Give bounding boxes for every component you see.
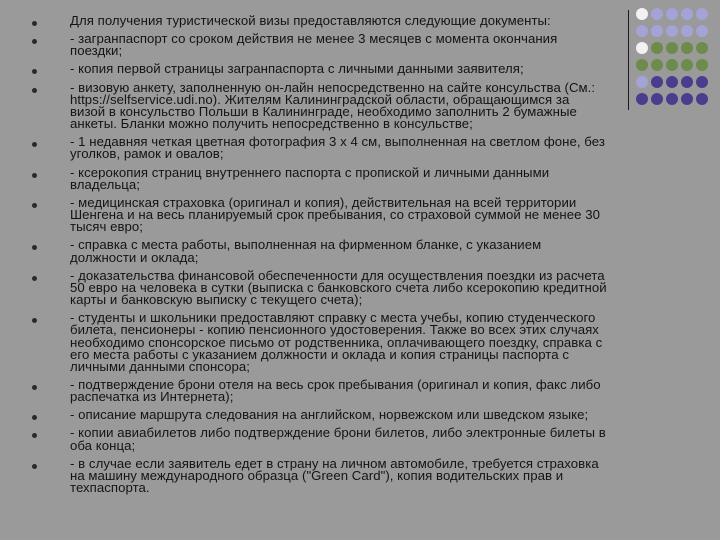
bullet-icon (32, 245, 37, 250)
bullet-icon (32, 88, 37, 93)
bullet-icon (32, 39, 37, 44)
decor-dot (681, 42, 693, 54)
decor-dot (696, 25, 708, 37)
list-item-text: - копия первой страницы загранпаспорта с личными данными заявителя; (70, 61, 524, 77)
list-item-text: - доказательства финансовой обеспеченности для осуществления поездки из расчета 50 евро на человека в сутки (выписка с банковского счета либо ксерокопию кредитной карты и банковскую выписку с текущего счета); (70, 267, 607, 307)
bullet-icon (32, 464, 37, 469)
bullet-icon (32, 142, 37, 147)
decor-dot (681, 59, 693, 71)
bullet-icon (32, 385, 37, 390)
bullet-icon (32, 318, 37, 323)
bullet-icon (32, 276, 37, 281)
list-item-text: - 1 недавняя четкая цветная фотография 3 х 4 см, выполненная на светлом фоне, без уголков, рамок и овалов; (70, 134, 605, 162)
list-item-text: - загранпаспорт со сроком действия не менее 3 месяцев с момента окончания поездки; (70, 31, 558, 59)
list-item-text: - студенты и школьники предоставляют справку с места учебы, копию студенческого билета, пенсионеры - копию пенсионного удостоверения. Также во всех этих случаях необходимо спонсорское письмо от родственника, оплачивающего поездку, справка с его места работы с указанием должности и оклада и копия страницы паспорта с личными данными спонсора; (70, 310, 603, 374)
bullet-icon (32, 415, 37, 420)
decor-dot (681, 76, 693, 88)
bullet-icon (32, 433, 37, 438)
bullet-icon (32, 203, 37, 208)
list-item-text: - в случае если заявитель едет в страну на личном автомобиле, требуется страховка на машину международного образца ("Green Card"), копия водительских прав и техпаспорта. (70, 455, 599, 496)
bullet-icon (32, 173, 37, 178)
decor-dot (681, 25, 693, 37)
decor-dot (681, 93, 693, 105)
decor-dot (696, 42, 708, 54)
decor-dot (681, 8, 693, 20)
list-item-text: - медицинская страховка (оригинал и копия), действительная на всей территории Шенгена и на весь планируемый срок пребывания, со страховой суммой не менее 30 тысяч евро; (70, 194, 600, 235)
list-item-text: - ксерокопия страниц внутреннего паспорта с пропиской и личными данными владельца; (70, 164, 550, 192)
decor-dot (696, 93, 708, 105)
list-item-text: - справка с места работы, выполненная на фирменном бланке, с указанием должности и оклада; (70, 237, 542, 265)
list-item-text: - описание маршрута следования на английском, норвежском или шведском языке; (70, 407, 589, 423)
bullet-icon (32, 21, 37, 26)
list-item-text: - копии авиабилетов либо подтверждение брони билетов, либо электронные билеты в оба конца; (70, 425, 606, 453)
bullet-icon (32, 69, 37, 74)
list-item-text: - подтверждение брони отеля на весь срок пребывания (оригинал и копия, факс либо распечатка из Интернета); (70, 377, 601, 405)
list-item-text: - визовую анкету, заполненную он-лайн непосредственно на сайте консульства (См.: https://selfservice.udi.no). Жителям Калининградской области, обращающимся за визой в консульство Польши в Калининграде, необходимо заполнить 2 бумажные анкеты. Бланки можно получить непосредственно в консульстве; (70, 79, 596, 132)
decor-dot (696, 8, 708, 20)
decor-dot (696, 59, 708, 71)
decor-dot (696, 76, 708, 88)
list-item-text: Для получения туристической визы предоставляются следующие документы: (70, 13, 551, 28)
